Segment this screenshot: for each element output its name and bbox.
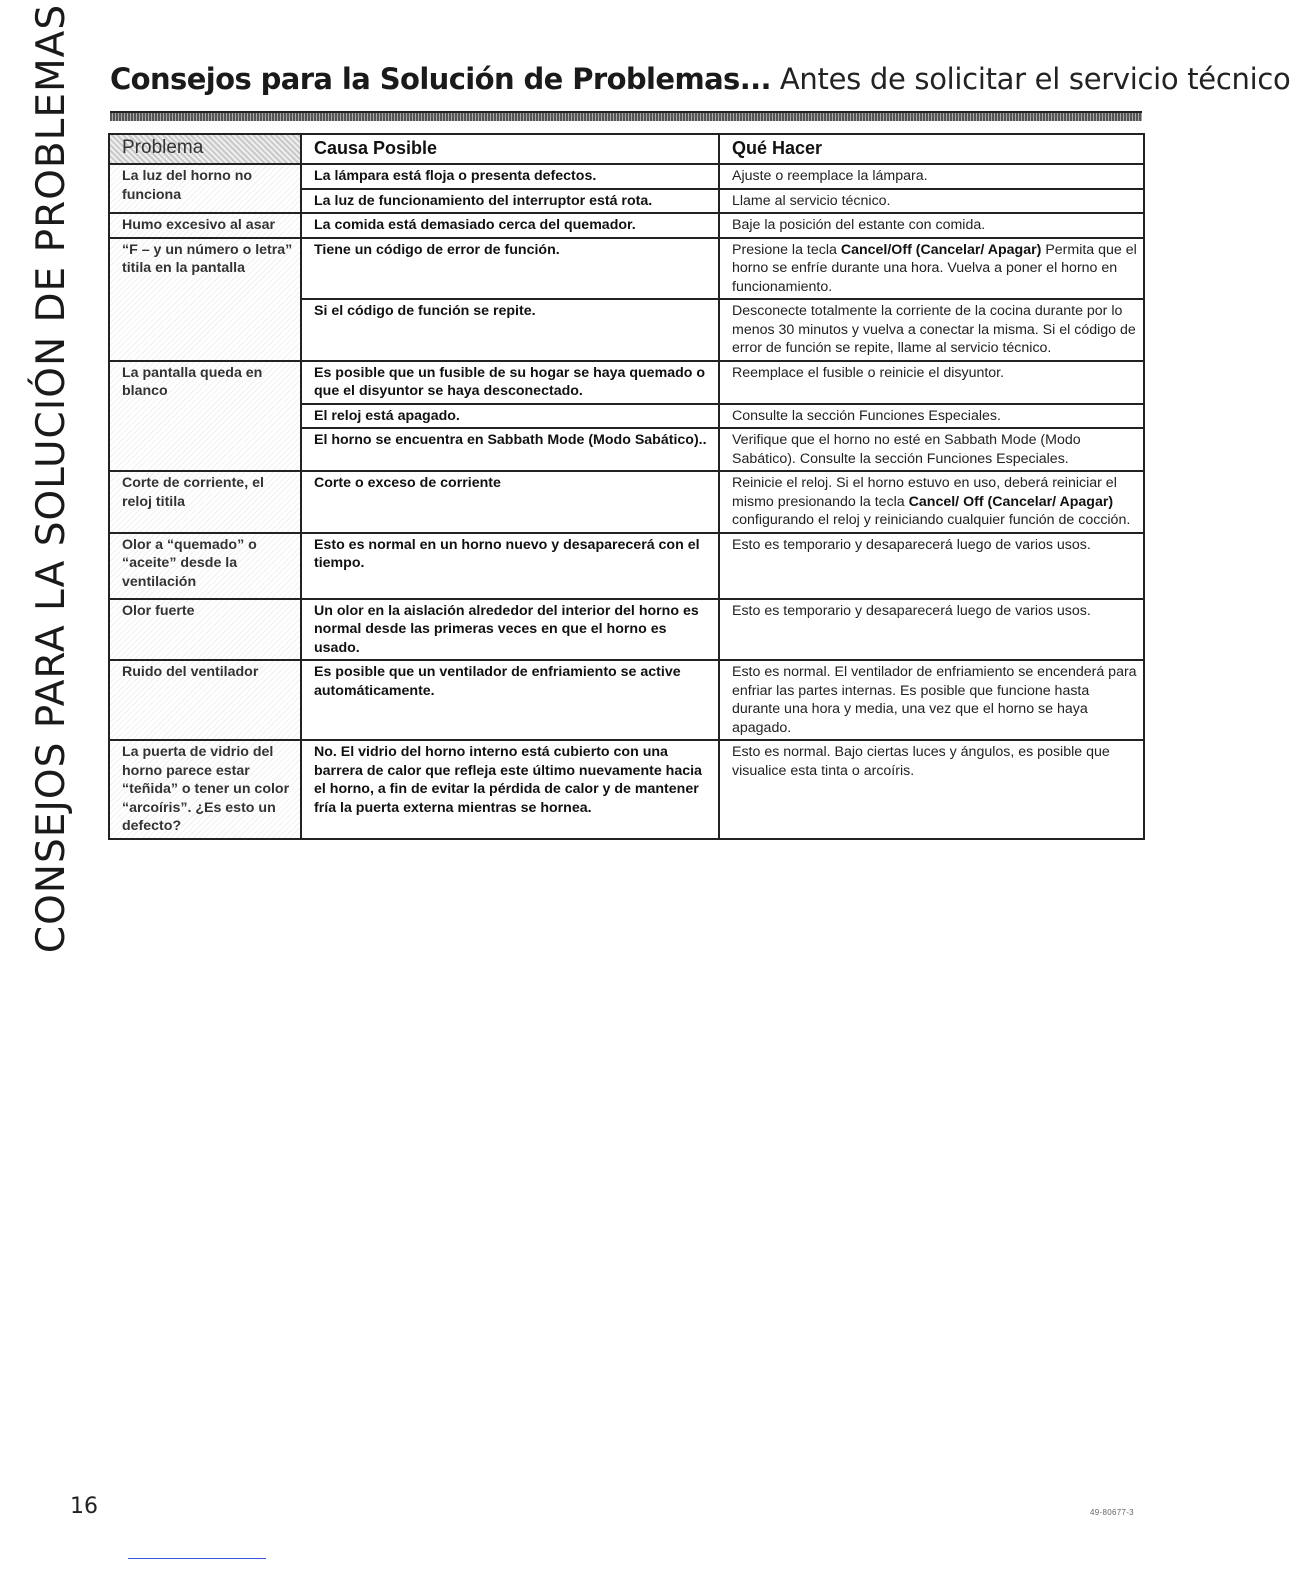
header-cause: Causa Posible [301,134,719,164]
problem-cell: Ruido del ventilador [109,660,301,740]
table-row [109,533,1144,599]
action-cell: Desconecte totalmente la corriente de la cocina durante por lo menos 30 minutos y vuelva a conectar la misma. Si el código de error de función se repite, llame al servicio técnico. [719,299,1144,361]
table-row [109,599,1144,661]
action-cell: Verifique que el horno no esté en Sabbath Mode (Modo Sabático). Consulte la sección Funciones Especiales. [719,428,1144,471]
cause-cell: El horno se encuentra en Sabbath Mode (Modo Sabático).. [301,428,719,471]
action-cell: Ajuste o reemplace la lámpara. [719,164,1144,189]
page-heading [110,62,1290,96]
action-cell: Esto es temporario y desaparecerá luego de varios usos. [719,533,1144,599]
cause-cell: Si el código de función se repite. [301,299,719,361]
key-name: Cancel/ Off (Cancelar/ Apagar) [908,493,1114,510]
problem-cell: La puerta de vidrio del horno parece estar “teñida” o tener un color “arcoíris”. ¿Es esto un defecto? [109,740,301,839]
footer-rule [128,1558,266,1559]
troubleshooting-table [108,133,1145,840]
cause-cell: La lámpara está floja o presenta defectos. [301,164,719,189]
action-cell: Esto es normal. Bajo ciertas luces y ángulos, es posible que visualice esta tinta o arcoíris. [719,740,1144,839]
cause-cell: Esto es normal en un horno nuevo y desaparecerá con el tiempo. [301,533,719,599]
heading-light: Antes de solicitar el servicio técnico [770,62,1290,96]
problem-cell: La pantalla queda en blanco [109,361,301,472]
table-row [109,361,1144,404]
page-number: 16 [70,1494,98,1519]
action-cell: Reemplace el fusible o reinicie el disyuntor. [719,361,1144,404]
problem-cell: Humo excesivo al asar [109,213,301,238]
action-cell: Baje la posición del estante con comida. [719,213,1144,238]
action-cell: Esto es temporario y desaparecerá luego de varios usos. [719,599,1144,661]
action-text: configurando el reloj y reiniciando cualquier función de cocción. [732,512,1131,528]
cause-cell: El reloj está apagado. [301,404,719,429]
cause-cell: La luz de funcionamiento del interruptor está rota. [301,189,719,214]
side-title-text: CONSEJOS PARA LA SOLUCIÓN DE PROBLEMAS [29,3,75,953]
cause-cell: La comida está demasiado cerca del quemador. [301,213,719,238]
action-cell [719,238,1144,300]
problem-cell: Olor fuerte [109,599,301,661]
table-row [109,213,1144,238]
problem-cell: Corte de corriente, el reloj titila [109,471,301,533]
document-code: 49-80677-3 [1090,1508,1134,1517]
cause-cell: No. El vidrio del horno interno está cubierto con una barrera de calor que refleja este último nuevamente hacia el horno, a fin de evitar la pérdida de calor y de mantener fría la puerta externa mientras se hornea. [301,740,719,839]
header-action: Qué Hacer [719,134,1144,164]
table-row [109,471,1144,533]
cause-cell: Corte o exceso de corriente [301,471,719,533]
table-row [109,660,1144,740]
table-row [109,238,1144,300]
cause-cell: Tiene un código de error de función. [301,238,719,300]
action-text: Permita que el horno se enfríe durante una hora. Vuelva a poner el horno en funcionamiento. [732,241,1137,295]
heading-bold: Consejos para la Solución de Problemas... [110,62,771,96]
action-cell: Consulte la sección Funciones Especiales. [719,404,1144,429]
problem-cell: “F – y un número o letra” titila en la pantalla [109,238,301,361]
table-header-row [109,134,1144,164]
heading-rule-pattern [110,113,1142,121]
header-problem: Problema [109,134,301,164]
action-cell: Esto es normal. El ventilador de enfriamiento se encenderá para enfriar las partes internas. Es posible que funcione hasta durante una hora y media, una vez que el horno se haya apagado. [719,660,1144,740]
cause-cell: Es posible que un fusible de su hogar se haya quemado o que el disyuntor se haya desconectado. [301,361,719,404]
table-row [109,740,1144,839]
problem-cell: Olor a “quemado” o “aceite” desde la ventilación [109,533,301,599]
action-text: Reinicie el reloj. Si el horno estuvo en uso, deberá reiniciar el mismo presionando la tecla [732,475,1117,510]
action-cell [719,471,1144,533]
side-title [22,3,82,953]
problem-cell: La luz del horno no funciona [109,164,301,213]
table-row [109,164,1144,189]
cause-cell: Un olor en la aislación alrededor del interior del horno es normal desde las primeras veces en que el horno es usado. [301,599,719,661]
key-name: Cancel/Off (Cancelar/ Apagar) [840,241,1042,258]
action-cell: Llame al servicio técnico. [719,189,1144,214]
action-text: Presione la tecla [732,241,841,258]
cause-cell: Es posible que un ventilador de enfriamiento se active automáticamente. [301,660,719,740]
